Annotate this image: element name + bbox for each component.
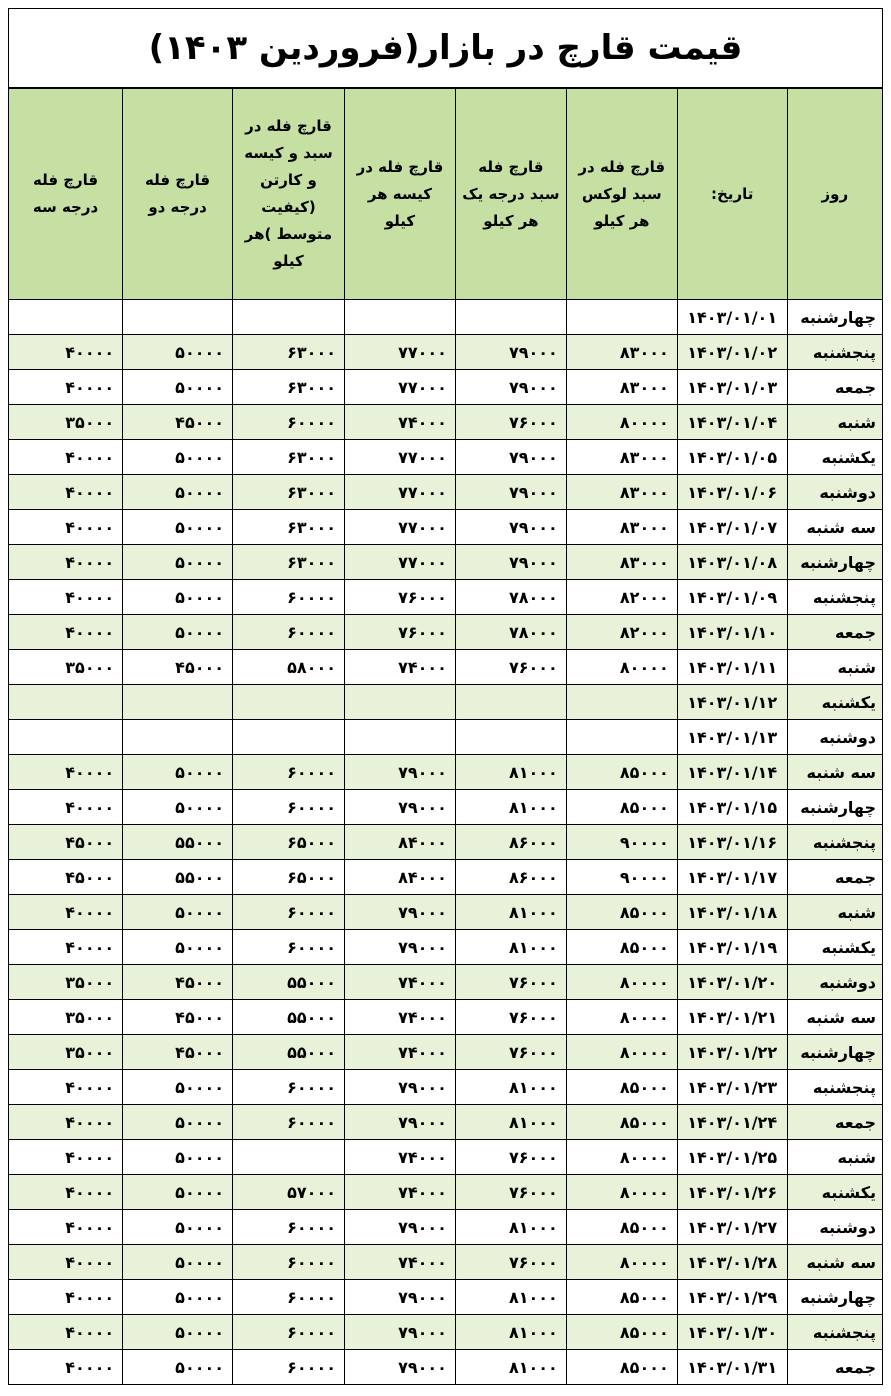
bag-price: ۷۶۰۰۰ — [344, 580, 455, 615]
header-grade3: قارچ فله درجه سه — [9, 89, 123, 300]
table-row — [9, 475, 883, 510]
grade2-price — [123, 720, 233, 755]
day-cell: سه شنبه — [787, 510, 882, 545]
grade3-price: ۴۰۰۰۰ — [9, 510, 123, 545]
table-row — [9, 965, 883, 1000]
bag-price: ۷۴۰۰۰ — [344, 1140, 455, 1175]
grade2-price: ۵۰۰۰۰ — [123, 615, 233, 650]
medium-quality-price: ۶۰۰۰۰ — [233, 1245, 345, 1280]
lux-basket-price — [566, 300, 677, 335]
grade2-price: ۵۰۰۰۰ — [123, 545, 233, 580]
day-cell: پنجشنبه — [787, 825, 882, 860]
medium-quality-price: ۶۳۰۰۰ — [233, 335, 345, 370]
date-cell: ۱۴۰۳/۰۱/۲۷ — [677, 1210, 787, 1245]
grade3-price: ۴۰۰۰۰ — [9, 1350, 123, 1385]
table-row — [9, 545, 883, 580]
grade1-basket-price: ۸۶۰۰۰ — [455, 860, 566, 895]
lux-basket-price: ۹۰۰۰۰ — [566, 825, 677, 860]
bag-price — [344, 685, 455, 720]
table-row — [9, 1175, 883, 1210]
grade1-basket-price: ۷۶۰۰۰ — [455, 1000, 566, 1035]
day-cell: شنبه — [787, 650, 882, 685]
day-cell: دوشنبه — [787, 720, 882, 755]
date-cell: ۱۴۰۳/۰۱/۲۰ — [677, 965, 787, 1000]
bag-price: ۷۴۰۰۰ — [344, 1035, 455, 1070]
day-cell: چهارشنبه — [787, 790, 882, 825]
day-cell: جمعه — [787, 370, 882, 405]
lux-basket-price: ۸۵۰۰۰ — [566, 895, 677, 930]
day-cell: جمعه — [787, 860, 882, 895]
date-cell: ۱۴۰۳/۰۱/۲۹ — [677, 1280, 787, 1315]
table-row — [9, 1000, 883, 1035]
lux-basket-price: ۸۵۰۰۰ — [566, 755, 677, 790]
medium-quality-price: ۵۵۰۰۰ — [233, 1035, 345, 1070]
grade1-basket-price: ۷۸۰۰۰ — [455, 615, 566, 650]
lux-basket-price: ۸۵۰۰۰ — [566, 1210, 677, 1245]
grade1-basket-price: ۷۶۰۰۰ — [455, 1140, 566, 1175]
date-cell: ۱۴۰۳/۰۱/۲۵ — [677, 1140, 787, 1175]
lux-basket-price: ۸۰۰۰۰ — [566, 405, 677, 440]
grade1-basket-price: ۸۱۰۰۰ — [455, 790, 566, 825]
header-medium-quality: قارچ فله در سبد و کیسه و کارتن (کیفیت متوسط )هر کیلو — [233, 89, 345, 300]
page-title: قیمت قارچ در بازار(فروردین ۱۴۰۳) — [8, 8, 883, 88]
grade3-price — [9, 720, 123, 755]
grade2-price: ۴۵۰۰۰ — [123, 1035, 233, 1070]
medium-quality-price — [233, 1140, 345, 1175]
table-row — [9, 440, 883, 475]
day-cell: جمعه — [787, 1350, 882, 1385]
table-row — [9, 930, 883, 965]
grade1-basket-price: ۷۶۰۰۰ — [455, 405, 566, 440]
table-row — [9, 300, 883, 335]
date-cell: ۱۴۰۳/۰۱/۱۱ — [677, 650, 787, 685]
lux-basket-price: ۸۵۰۰۰ — [566, 1315, 677, 1350]
grade3-price: ۴۰۰۰۰ — [9, 545, 123, 580]
lux-basket-price: ۸۰۰۰۰ — [566, 1035, 677, 1070]
day-cell: چهارشنبه — [787, 1035, 882, 1070]
table-row — [9, 370, 883, 405]
bag-price: ۷۹۰۰۰ — [344, 1210, 455, 1245]
lux-basket-price: ۹۰۰۰۰ — [566, 860, 677, 895]
lux-basket-price: ۸۰۰۰۰ — [566, 1175, 677, 1210]
day-cell: شنبه — [787, 1140, 882, 1175]
bag-price: ۷۹۰۰۰ — [344, 930, 455, 965]
grade1-basket-price — [455, 720, 566, 755]
day-cell: چهارشنبه — [787, 1280, 882, 1315]
table-row — [9, 790, 883, 825]
grade3-price: ۴۰۰۰۰ — [9, 1315, 123, 1350]
grade2-price: ۵۰۰۰۰ — [123, 1175, 233, 1210]
medium-quality-price: ۶۰۰۰۰ — [233, 1315, 345, 1350]
medium-quality-price: ۶۳۰۰۰ — [233, 440, 345, 475]
medium-quality-price: ۶۳۰۰۰ — [233, 475, 345, 510]
day-cell: دوشنبه — [787, 965, 882, 1000]
grade1-basket-price: ۷۶۰۰۰ — [455, 1175, 566, 1210]
table-body — [9, 300, 883, 1385]
medium-quality-price: ۶۰۰۰۰ — [233, 615, 345, 650]
table-row — [9, 510, 883, 545]
grade3-price: ۴۰۰۰۰ — [9, 615, 123, 650]
grade3-price: ۴۰۰۰۰ — [9, 895, 123, 930]
grade1-basket-price: ۸۱۰۰۰ — [455, 755, 566, 790]
table-row — [9, 860, 883, 895]
grade2-price: ۵۰۰۰۰ — [123, 1140, 233, 1175]
day-cell: یکشنبه — [787, 685, 882, 720]
date-cell: ۱۴۰۳/۰۱/۱۶ — [677, 825, 787, 860]
date-cell: ۱۴۰۳/۰۱/۱۹ — [677, 930, 787, 965]
bag-price: ۷۹۰۰۰ — [344, 895, 455, 930]
grade3-price: ۳۵۰۰۰ — [9, 405, 123, 440]
grade2-price: ۵۰۰۰۰ — [123, 1070, 233, 1105]
bag-price: ۸۴۰۰۰ — [344, 825, 455, 860]
bag-price: ۷۴۰۰۰ — [344, 650, 455, 685]
table-row — [9, 895, 883, 930]
table-row — [9, 405, 883, 440]
bag-price: ۷۷۰۰۰ — [344, 440, 455, 475]
grade3-price: ۴۰۰۰۰ — [9, 930, 123, 965]
day-cell: پنجشنبه — [787, 335, 882, 370]
medium-quality-price: ۶۰۰۰۰ — [233, 1280, 345, 1315]
grade3-price: ۴۰۰۰۰ — [9, 790, 123, 825]
bag-price — [344, 300, 455, 335]
table-row — [9, 1280, 883, 1315]
grade2-price: ۵۰۰۰۰ — [123, 1315, 233, 1350]
lux-basket-price: ۸۳۰۰۰ — [566, 440, 677, 475]
grade3-price: ۴۰۰۰۰ — [9, 1280, 123, 1315]
lux-basket-price: ۸۰۰۰۰ — [566, 650, 677, 685]
table-row — [9, 720, 883, 755]
table-row — [9, 580, 883, 615]
grade3-price: ۴۰۰۰۰ — [9, 1140, 123, 1175]
grade1-basket-price: ۷۶۰۰۰ — [455, 1035, 566, 1070]
bag-price: ۷۶۰۰۰ — [344, 615, 455, 650]
day-cell: شنبه — [787, 405, 882, 440]
grade2-price: ۵۰۰۰۰ — [123, 755, 233, 790]
grade3-price: ۳۵۰۰۰ — [9, 1035, 123, 1070]
grade2-price: ۵۰۰۰۰ — [123, 1280, 233, 1315]
medium-quality-price: ۶۰۰۰۰ — [233, 895, 345, 930]
date-cell: ۱۴۰۳/۰۱/۰۴ — [677, 405, 787, 440]
lux-basket-price: ۸۵۰۰۰ — [566, 930, 677, 965]
bag-price: ۷۴۰۰۰ — [344, 1175, 455, 1210]
date-cell: ۱۴۰۳/۰۱/۱۵ — [677, 790, 787, 825]
day-cell: چهارشنبه — [787, 300, 882, 335]
grade1-basket-price: ۸۱۰۰۰ — [455, 1315, 566, 1350]
grade1-basket-price: ۷۹۰۰۰ — [455, 510, 566, 545]
medium-quality-price — [233, 720, 345, 755]
grade3-price: ۴۰۰۰۰ — [9, 1210, 123, 1245]
grade1-basket-price: ۷۶۰۰۰ — [455, 965, 566, 1000]
day-cell: دوشنبه — [787, 1210, 882, 1245]
header-grade1-basket: قارچ فله سبد درجه یک هر کیلو — [455, 89, 566, 300]
grade3-price: ۳۵۰۰۰ — [9, 1000, 123, 1035]
grade3-price: ۳۵۰۰۰ — [9, 650, 123, 685]
bag-price: ۸۴۰۰۰ — [344, 860, 455, 895]
medium-quality-price: ۶۳۰۰۰ — [233, 370, 345, 405]
date-cell: ۱۴۰۳/۰۱/۱۴ — [677, 755, 787, 790]
date-cell: ۱۴۰۳/۰۱/۱۷ — [677, 860, 787, 895]
grade2-price: ۵۵۰۰۰ — [123, 825, 233, 860]
bag-price: ۷۷۰۰۰ — [344, 545, 455, 580]
grade2-price — [123, 300, 233, 335]
day-cell: دوشنبه — [787, 475, 882, 510]
grade2-price: ۵۰۰۰۰ — [123, 790, 233, 825]
date-cell: ۱۴۰۳/۰۱/۰۳ — [677, 370, 787, 405]
day-cell: پنجشنبه — [787, 1315, 882, 1350]
grade3-price: ۴۰۰۰۰ — [9, 1070, 123, 1105]
lux-basket-price: ۸۳۰۰۰ — [566, 335, 677, 370]
day-cell: یکشنبه — [787, 440, 882, 475]
bag-price: ۷۷۰۰۰ — [344, 475, 455, 510]
medium-quality-price: ۶۰۰۰۰ — [233, 1210, 345, 1245]
grade2-price: ۵۰۰۰۰ — [123, 895, 233, 930]
grade2-price: ۵۰۰۰۰ — [123, 370, 233, 405]
day-cell: جمعه — [787, 615, 882, 650]
medium-quality-price — [233, 300, 345, 335]
medium-quality-price: ۵۵۰۰۰ — [233, 965, 345, 1000]
date-cell: ۱۴۰۳/۰۱/۰۸ — [677, 545, 787, 580]
grade1-basket-price: ۸۱۰۰۰ — [455, 1070, 566, 1105]
header-bag: قارچ فله در کیسه هر کیلو — [344, 89, 455, 300]
bag-price: ۷۹۰۰۰ — [344, 1350, 455, 1385]
grade1-basket-price: ۷۹۰۰۰ — [455, 475, 566, 510]
lux-basket-price: ۸۵۰۰۰ — [566, 1350, 677, 1385]
date-cell: ۱۴۰۳/۰۱/۰۱ — [677, 300, 787, 335]
table-header — [9, 89, 883, 300]
grade1-basket-price: ۸۶۰۰۰ — [455, 825, 566, 860]
bag-price: ۷۹۰۰۰ — [344, 755, 455, 790]
day-cell: سه شنبه — [787, 1245, 882, 1280]
medium-quality-price: ۵۸۰۰۰ — [233, 650, 345, 685]
grade1-basket-price: ۷۹۰۰۰ — [455, 440, 566, 475]
table-row — [9, 1350, 883, 1385]
lux-basket-price: ۸۰۰۰۰ — [566, 965, 677, 1000]
table-row — [9, 1315, 883, 1350]
grade2-price: ۴۵۰۰۰ — [123, 650, 233, 685]
day-cell: یکشنبه — [787, 930, 882, 965]
grade2-price: ۵۰۰۰۰ — [123, 335, 233, 370]
lux-basket-price: ۸۰۰۰۰ — [566, 1245, 677, 1280]
grade1-basket-price: ۸۱۰۰۰ — [455, 1350, 566, 1385]
date-cell: ۱۴۰۳/۰۱/۱۳ — [677, 720, 787, 755]
lux-basket-price: ۸۳۰۰۰ — [566, 545, 677, 580]
grade2-price: ۴۵۰۰۰ — [123, 965, 233, 1000]
medium-quality-price: ۶۰۰۰۰ — [233, 1350, 345, 1385]
lux-basket-price — [566, 685, 677, 720]
day-cell: پنجشنبه — [787, 1070, 882, 1105]
medium-quality-price: ۶۰۰۰۰ — [233, 580, 345, 615]
grade1-basket-price: ۸۱۰۰۰ — [455, 1280, 566, 1315]
date-cell: ۱۴۰۳/۰۱/۳۱ — [677, 1350, 787, 1385]
date-cell: ۱۴۰۳/۰۱/۰۹ — [677, 580, 787, 615]
table-row — [9, 755, 883, 790]
bag-price — [344, 720, 455, 755]
day-cell: سه شنبه — [787, 755, 882, 790]
day-cell: سه شنبه — [787, 1000, 882, 1035]
medium-quality-price — [233, 685, 345, 720]
grade3-price: ۴۰۰۰۰ — [9, 370, 123, 405]
table-row — [9, 615, 883, 650]
table-row — [9, 1035, 883, 1070]
medium-quality-price: ۶۰۰۰۰ — [233, 930, 345, 965]
table-row — [9, 1245, 883, 1280]
table-row — [9, 650, 883, 685]
bag-price: ۷۷۰۰۰ — [344, 335, 455, 370]
medium-quality-price: ۵۵۰۰۰ — [233, 1000, 345, 1035]
lux-basket-price: ۸۵۰۰۰ — [566, 1280, 677, 1315]
table-row — [9, 1070, 883, 1105]
grade3-price: ۴۰۰۰۰ — [9, 1175, 123, 1210]
bag-price: ۷۷۰۰۰ — [344, 510, 455, 545]
grade3-price: ۴۰۰۰۰ — [9, 580, 123, 615]
header-row — [9, 89, 883, 300]
bag-price: ۷۴۰۰۰ — [344, 1245, 455, 1280]
grade1-basket-price: ۸۱۰۰۰ — [455, 930, 566, 965]
lux-basket-price: ۸۰۰۰۰ — [566, 1140, 677, 1175]
table-row — [9, 825, 883, 860]
grade2-price: ۴۵۰۰۰ — [123, 405, 233, 440]
grade3-price: ۴۵۰۰۰ — [9, 860, 123, 895]
date-cell: ۱۴۰۳/۰۱/۲۲ — [677, 1035, 787, 1070]
lux-basket-price: ۸۵۰۰۰ — [566, 790, 677, 825]
lux-basket-price: ۸۳۰۰۰ — [566, 510, 677, 545]
header-day: روز — [787, 89, 882, 300]
grade3-price: ۴۰۰۰۰ — [9, 1105, 123, 1140]
date-cell: ۱۴۰۳/۰۱/۰۵ — [677, 440, 787, 475]
grade1-basket-price: ۸۱۰۰۰ — [455, 895, 566, 930]
medium-quality-price: ۶۵۰۰۰ — [233, 860, 345, 895]
date-cell: ۱۴۰۳/۰۱/۱۲ — [677, 685, 787, 720]
bag-price: ۷۹۰۰۰ — [344, 790, 455, 825]
date-cell: ۱۴۰۳/۰۱/۲۶ — [677, 1175, 787, 1210]
header-date: تاریخ: — [677, 89, 787, 300]
grade2-price: ۵۰۰۰۰ — [123, 1245, 233, 1280]
grade1-basket-price: ۷۹۰۰۰ — [455, 370, 566, 405]
bag-price: ۷۹۰۰۰ — [344, 1105, 455, 1140]
table-row — [9, 335, 883, 370]
price-table — [8, 88, 883, 1385]
medium-quality-price: ۶۳۰۰۰ — [233, 545, 345, 580]
date-cell: ۱۴۰۳/۰۱/۰۲ — [677, 335, 787, 370]
grade3-price: ۴۰۰۰۰ — [9, 475, 123, 510]
grade3-price: ۳۵۰۰۰ — [9, 965, 123, 1000]
bag-price: ۷۴۰۰۰ — [344, 405, 455, 440]
date-cell: ۱۴۰۳/۰۱/۲۱ — [677, 1000, 787, 1035]
header-lux-basket: قارچ فله در سبد لوکس هر کیلو — [566, 89, 677, 300]
bag-price: ۷۷۰۰۰ — [344, 370, 455, 405]
grade2-price: ۵۰۰۰۰ — [123, 1210, 233, 1245]
lux-basket-price — [566, 720, 677, 755]
grade2-price: ۵۰۰۰۰ — [123, 510, 233, 545]
grade3-price: ۴۵۰۰۰ — [9, 825, 123, 860]
day-cell: پنجشنبه — [787, 580, 882, 615]
date-cell: ۱۴۰۳/۰۱/۰۷ — [677, 510, 787, 545]
grade1-basket-price — [455, 300, 566, 335]
grade2-price: ۴۵۰۰۰ — [123, 1000, 233, 1035]
lux-basket-price: ۸۵۰۰۰ — [566, 1105, 677, 1140]
bag-price: ۷۴۰۰۰ — [344, 1000, 455, 1035]
lux-basket-price: ۸۵۰۰۰ — [566, 1070, 677, 1105]
grade3-price — [9, 685, 123, 720]
grade2-price: ۵۰۰۰۰ — [123, 1350, 233, 1385]
medium-quality-price: ۶۰۰۰۰ — [233, 1070, 345, 1105]
grade3-price: ۴۰۰۰۰ — [9, 440, 123, 475]
grade3-price — [9, 300, 123, 335]
bag-price: ۷۹۰۰۰ — [344, 1315, 455, 1350]
medium-quality-price: ۶۵۰۰۰ — [233, 825, 345, 860]
lux-basket-price: ۸۰۰۰۰ — [566, 1000, 677, 1035]
date-cell: ۱۴۰۳/۰۱/۲۴ — [677, 1105, 787, 1140]
grade1-basket-price: ۷۶۰۰۰ — [455, 650, 566, 685]
bag-price: ۷۴۰۰۰ — [344, 965, 455, 1000]
table-row — [9, 1210, 883, 1245]
grade2-price: ۵۰۰۰۰ — [123, 1105, 233, 1140]
lux-basket-price: ۸۲۰۰۰ — [566, 580, 677, 615]
medium-quality-price: ۶۰۰۰۰ — [233, 755, 345, 790]
grade2-price — [123, 685, 233, 720]
medium-quality-price: ۶۰۰۰۰ — [233, 790, 345, 825]
grade1-basket-price: ۸۱۰۰۰ — [455, 1105, 566, 1140]
day-cell: جمعه — [787, 1105, 882, 1140]
grade3-price: ۴۰۰۰۰ — [9, 335, 123, 370]
grade1-basket-price: ۷۹۰۰۰ — [455, 335, 566, 370]
date-cell: ۱۴۰۳/۰۱/۱۸ — [677, 895, 787, 930]
day-cell: یکشنبه — [787, 1175, 882, 1210]
grade3-price: ۴۰۰۰۰ — [9, 755, 123, 790]
price-document — [8, 8, 883, 1390]
date-cell: ۱۴۰۳/۰۱/۲۸ — [677, 1245, 787, 1280]
date-cell: ۱۴۰۳/۰۱/۳۰ — [677, 1315, 787, 1350]
grade2-price: ۵۵۰۰۰ — [123, 860, 233, 895]
grade1-basket-price: ۷۹۰۰۰ — [455, 545, 566, 580]
header-grade2: قارچ فله درجه دو — [123, 89, 233, 300]
date-cell: ۱۴۰۳/۰۱/۱۰ — [677, 615, 787, 650]
grade1-basket-price: ۸۱۰۰۰ — [455, 1210, 566, 1245]
table-row — [9, 1105, 883, 1140]
medium-quality-price: ۶۳۰۰۰ — [233, 510, 345, 545]
bag-price: ۷۹۰۰۰ — [344, 1280, 455, 1315]
date-cell: ۱۴۰۳/۰۱/۲۳ — [677, 1070, 787, 1105]
grade1-basket-price — [455, 685, 566, 720]
bag-price: ۷۹۰۰۰ — [344, 1070, 455, 1105]
table-row — [9, 685, 883, 720]
lux-basket-price: ۸۲۰۰۰ — [566, 615, 677, 650]
lux-basket-price: ۸۳۰۰۰ — [566, 370, 677, 405]
lux-basket-price: ۸۳۰۰۰ — [566, 475, 677, 510]
medium-quality-price: ۶۰۰۰۰ — [233, 1105, 345, 1140]
grade3-price: ۴۰۰۰۰ — [9, 1245, 123, 1280]
grade2-price: ۵۰۰۰۰ — [123, 580, 233, 615]
day-cell: چهارشنبه — [787, 545, 882, 580]
grade2-price: ۵۰۰۰۰ — [123, 475, 233, 510]
medium-quality-price: ۵۷۰۰۰ — [233, 1175, 345, 1210]
grade2-price: ۵۰۰۰۰ — [123, 930, 233, 965]
grade1-basket-price: ۷۶۰۰۰ — [455, 1245, 566, 1280]
medium-quality-price: ۶۰۰۰۰ — [233, 405, 345, 440]
grade2-price: ۵۰۰۰۰ — [123, 440, 233, 475]
table-row — [9, 1140, 883, 1175]
date-cell: ۱۴۰۳/۰۱/۰۶ — [677, 475, 787, 510]
grade1-basket-price: ۷۸۰۰۰ — [455, 580, 566, 615]
day-cell: شنبه — [787, 895, 882, 930]
